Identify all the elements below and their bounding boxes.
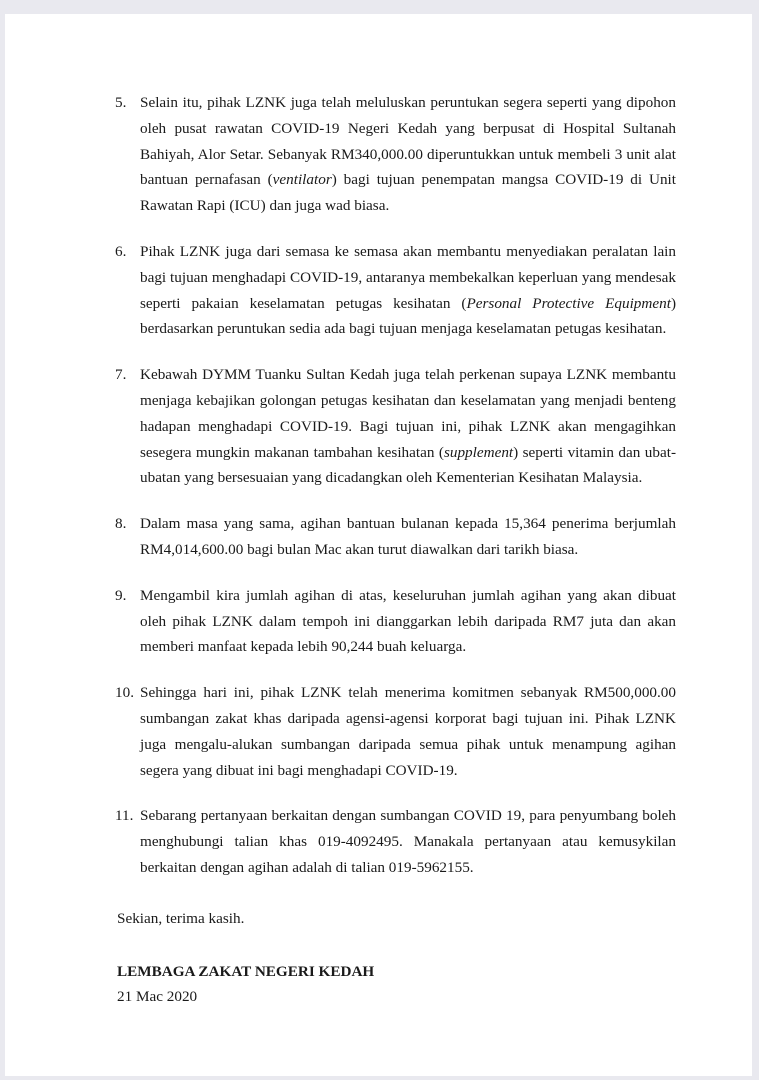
paragraph-item-10	[112, 680, 676, 783]
item-number: 10.	[115, 684, 134, 702]
paragraph-item-8	[112, 511, 676, 563]
item-number: 7.	[115, 366, 127, 384]
item-number: 5.	[115, 94, 127, 111]
organization-name: LEMBAGA ZAKAT NEGERI KEDAH	[117, 962, 375, 980]
text-run: ) bagi tujuan penempatan mangsa COVID-19 di Unit Rawatan Rapi (ICU) dan juga wad biasa.	[140, 171, 676, 215]
paragraph-item-7	[112, 362, 676, 491]
document-body	[112, 90, 676, 1010]
item-text: Mengambil kira jumlah agihan di atas, keseluruhan jumlah agihan yang akan dibuat oleh pihak LZNK dalam tempoh ini dianggarkan lebih daripada RM7 juta dan akan memberi manfaat kepada lebih 90,244 buah keluarga.	[140, 586, 676, 656]
item-text: Sebarang pertanyaan berkaitan dengan sumbangan COVID 19, para penyumbang boleh menghubungi talian khas 019-4092495. Manakala pertanyaan atau kemusykilan berkaitan dengan agihan adalah di talian 019-5962155.	[140, 807, 676, 876]
document-date: 21 Mac 2020	[117, 988, 198, 1006]
document-page	[5, 14, 752, 1076]
text-run: Kebawah DYMM Tuanku Sultan Kedah juga telah perkenan supaya LZNK membantu menjaga kebajikan golongan petugas kesihatan dan keselamatan yang menjadi benteng hadapan menghadapi COVID-19. Bagi tujuan ini, pihak LZNK akan mengagihkan sesegera mungkin makanan tambahan kesihatan (	[140, 366, 676, 461]
paragraph-item-5	[112, 90, 676, 219]
text-run: Selain itu, pihak LZNK juga telah meluluskan peruntukan segera seperti yang dipohon oleh pusat rawatan COVID-19 Negeri Kedah yang berpusat di Hospital Sultanah Bahiyah, Alor Setar. Sebanyak RM340,000.00 diperuntukkan untuk membeli 3 unit alat bantuan pernafasan (	[140, 94, 676, 189]
item-text	[140, 362, 676, 491]
text-run: ) seperti vitamin dan ubat-ubatan yang bersesuaian yang dicadangkan oleh Kementerian Kesihatan Malaysia.	[140, 443, 677, 487]
text-run: ) berdasarkan peruntukan sedia ada bagi tujuan menjaga keselamatan petugas kesihatan.	[140, 294, 676, 338]
item-number: 6.	[115, 242, 127, 260]
paragraph-item-9	[112, 583, 676, 660]
paragraph-item-6	[112, 239, 676, 342]
text-run: Pihak LZNK juga dari semasa ke semasa akan membantu menyediakan peralatan lain bagi tujuan menghadapi COVID-19, antaranya membekalkan keperluan yang mendesak seperti pakaian keselamatan petugas kesihatan (	[140, 242, 676, 312]
italic-term: supplement	[443, 443, 514, 461]
item-text: Sehingga hari ini, pihak LZNK telah menerima komitmen sebanyak RM500,000.00 sumbangan zakat khas daripada agensi-agensi korporat bagi tujuan ini. Pihak LZNK juga mengalu-alukan sumbangan daripada semua pihak untuk menampung agihan segera yang dibuat ini bagi menghadapi COVID-19.	[140, 684, 676, 779]
item-number: 8.	[115, 515, 127, 533]
item-number: 11.	[115, 807, 134, 825]
italic-term: Personal Protective Equipment	[466, 294, 671, 312]
paragraph-item-11	[112, 803, 676, 880]
item-text	[140, 90, 676, 219]
item-number: 9.	[115, 586, 127, 604]
item-text	[140, 239, 676, 342]
closing-line: Sekian, terima kasih.	[117, 909, 245, 927]
italic-term: ventilator	[272, 171, 332, 189]
item-text: Dalam masa yang sama, agihan bantuan bulanan kepada 15,364 penerima berjumlah RM4,014,600.00 bagi bulan Mac akan turut diawalkan dari tarikh biasa.	[140, 515, 676, 558]
